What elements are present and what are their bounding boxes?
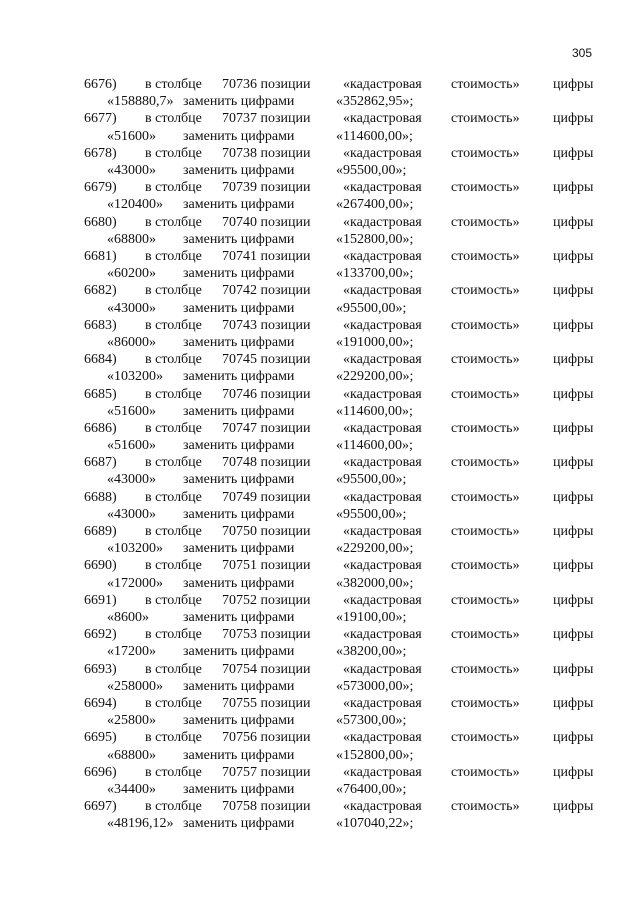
replace-text: заменить цифрами [183,369,295,385]
column-text: в столбце [145,696,202,712]
position-text: 70748 позиции [222,455,311,471]
entry-number: 6676) [84,77,117,92]
entry-second-line [0,643,640,660]
new-value: «57300,00»; [336,713,407,729]
entry-second-line [0,128,640,145]
cadastral-text: «кадастровая [343,386,422,402]
cadastral-text: «кадастровая [343,180,422,196]
entry-number: 6689) [84,524,117,540]
new-value: «191000,00»; [336,334,414,350]
cadastral-text: «кадастровая [343,524,422,540]
amendment-entry [0,626,640,660]
amendment-entry [0,110,640,144]
entry-number: 6688) [84,489,117,505]
new-value: «114600,00»; [336,128,413,144]
column-text: в столбце [145,592,202,608]
entry-number: 6695) [84,730,117,746]
cost-text: стоимость» [451,730,520,746]
digits-text: цифры [553,145,594,161]
entry-number: 6682) [84,283,117,299]
digits-text: цифры [553,489,594,505]
new-value: «133700,00»; [336,266,414,282]
old-value: «86000» [107,334,156,350]
entry-second-line [0,300,640,317]
column-text: в столбце [145,730,202,746]
entry-first-line [0,557,640,574]
position-text: 70743 позиции [222,317,311,333]
position-text: 70738 позиции [222,145,311,161]
cadastral-text: «кадастровая [343,214,422,230]
cadastral-text: «кадастровая [343,352,422,368]
new-value: «95500,00»; [336,472,407,488]
replace-text: заменить цифрами [183,610,295,626]
entry-second-line [0,815,640,832]
entry-first-line [0,179,640,196]
position-text: 70745 позиции [222,352,311,368]
page-number: 305 [571,46,592,60]
new-value: «107040,22»; [336,816,414,832]
replace-text: заменить цифрами [183,713,295,729]
position-text: 70756 позиции [222,730,311,746]
amendment-entry [0,248,640,282]
old-value: «48196,12» [107,816,174,832]
entry-second-line [0,575,640,592]
digits-text: цифры [553,455,594,471]
old-value: «68800» [107,231,156,247]
digits-text: цифры [553,77,594,92]
position-text: 70737 позиции [222,111,311,127]
cadastral-text: «кадастровая [343,696,422,712]
entry-first-line [0,248,640,265]
replace-text: заменить цифрами [183,94,295,110]
position-text: 70740 позиции [222,214,311,230]
cadastral-text: «кадастровая [343,592,422,608]
entry-first-line [0,76,640,93]
entry-number: 6683) [84,317,117,333]
digits-text: цифры [553,248,594,264]
entry-second-line [0,609,640,626]
digits-text: цифры [553,420,594,436]
new-value: «95500,00»; [336,300,407,316]
new-value: «114600,00»; [336,403,413,419]
column-text: в столбце [145,455,202,471]
entry-number: 6687) [84,455,117,471]
entry-number: 6686) [84,420,117,436]
amendment-entry [0,282,640,316]
entry-first-line [0,214,640,231]
replace-text: заменить цифрами [183,197,295,213]
entry-first-line [0,317,640,334]
amendment-entry [0,420,640,454]
digits-text: цифры [553,524,594,540]
amendment-entry [0,798,640,832]
entry-first-line [0,626,640,643]
entry-first-line [0,523,640,540]
cadastral-text: «кадастровая [343,283,422,299]
position-text: 70747 позиции [222,420,311,436]
entry-second-line [0,540,640,557]
old-value: «34400» [107,782,156,797]
new-value: «95500,00»; [336,506,407,522]
position-text: 70752 позиции [222,592,311,608]
new-value: «573000,00»; [336,678,414,694]
entry-number: 6691) [84,592,117,608]
entry-second-line [0,368,640,385]
entry-first-line [0,764,640,781]
entry-first-line [0,282,640,299]
column-text: в столбце [145,77,202,92]
entry-number: 6694) [84,696,117,712]
replace-text: заменить цифрами [183,678,295,694]
cost-text: стоимость» [451,696,520,712]
cadastral-text: «кадастровая [343,420,422,436]
digits-text: цифры [553,386,594,402]
cost-text: стоимость» [451,524,520,540]
cadastral-text: «кадастровая [343,248,422,264]
new-value: «76400,00»; [336,782,407,797]
old-value: «158880,7» [107,94,174,110]
replace-text: заменить цифрами [183,644,295,660]
cadastral-text: «кадастровая [343,317,422,333]
new-value: «267400,00»; [336,197,414,213]
cadastral-text: «кадастровая [343,455,422,471]
entry-first-line [0,351,640,368]
entry-number: 6678) [84,145,117,161]
old-value: «51600» [107,438,156,454]
digits-text: цифры [553,627,594,643]
entry-second-line [0,506,640,523]
entry-first-line [0,489,640,506]
cost-text: стоимость» [451,352,520,368]
entry-number: 6692) [84,627,117,643]
old-value: «258000» [107,678,163,694]
old-value: «43000» [107,162,156,178]
entry-second-line [0,334,640,351]
entry-number: 6681) [84,248,117,264]
cadastral-text: «кадастровая [343,558,422,574]
digits-text: цифры [553,214,594,230]
cost-text: стоимость» [451,214,520,230]
entry-second-line [0,747,640,764]
amendment-entry [0,489,640,523]
column-text: в столбце [145,352,202,368]
replace-text: заменить цифрами [183,334,295,350]
position-text: 70736 позиции [222,77,311,92]
cost-text: стоимость» [451,111,520,127]
old-value: «68800» [107,747,156,763]
cadastral-text: «кадастровая [343,489,422,505]
entry-second-line [0,781,640,798]
column-text: в столбце [145,248,202,264]
digits-text: цифры [553,352,594,368]
entry-first-line [0,454,640,471]
digits-text: цифры [553,317,594,333]
entry-first-line [0,661,640,678]
old-value: «172000» [107,575,163,591]
entry-first-line [0,798,640,815]
entry-second-line [0,162,640,179]
entry-number: 6690) [84,558,117,574]
cost-text: стоимость» [451,420,520,436]
replace-text: заменить цифрами [183,472,295,488]
cadastral-text: «кадастровая [343,111,422,127]
new-value: «229200,00»; [336,369,414,385]
cadastral-text: «кадастровая [343,627,422,643]
old-value: «103200» [107,369,163,385]
cost-text: стоимость» [451,180,520,196]
digits-text: цифры [553,283,594,299]
new-value: «38200,00»; [336,644,407,660]
amendment-entry [0,661,640,695]
amendment-entry [0,386,640,420]
column-text: в столбце [145,386,202,402]
old-value: «8600» [107,610,149,626]
entry-second-line [0,471,640,488]
cadastral-text: «кадастровая [343,661,422,677]
entry-second-line [0,437,640,454]
entry-number: 6693) [84,661,117,677]
position-text: 70741 позиции [222,248,311,264]
digits-text: цифры [553,180,594,196]
new-value: «114600,00»; [336,438,413,454]
position-text: 70754 позиции [222,661,311,677]
amendment-entry [0,729,640,763]
entry-second-line [0,678,640,695]
old-value: «43000» [107,300,156,316]
cost-text: стоимость» [451,489,520,505]
entry-second-line [0,196,640,213]
cost-text: стоимость» [451,455,520,471]
cadastral-text: «кадастровая [343,764,422,780]
digits-text: цифры [553,696,594,712]
replace-text: заменить цифрами [183,266,295,282]
replace-text: заменить цифрами [183,231,295,247]
entry-second-line [0,712,640,729]
cost-text: стоимость» [451,558,520,574]
amendment-entry [0,351,640,385]
position-text: 70751 позиции [222,558,311,574]
new-value: «352862,95»; [336,94,414,110]
cost-text: стоимость» [451,77,520,92]
column-text: в столбце [145,524,202,540]
old-value: «17200» [107,644,156,660]
position-text: 70757 позиции [222,764,311,780]
cadastral-text: «кадастровая [343,730,422,746]
amendment-entry [0,317,640,351]
position-text: 70739 позиции [222,180,311,196]
cost-text: стоимость» [451,799,520,815]
replace-text: заменить цифрами [183,128,295,144]
cost-text: стоимость» [451,627,520,643]
cadastral-text: «кадастровая [343,145,422,161]
old-value: «25800» [107,713,156,729]
position-text: 70753 позиции [222,627,311,643]
digits-text: цифры [553,111,594,127]
replace-text: заменить цифрами [183,300,295,316]
entry-first-line [0,145,640,162]
replace-text: заменить цифрами [183,782,295,797]
position-text: 70746 позиции [222,386,311,402]
cost-text: стоимость» [451,386,520,402]
amendment-entry [0,592,640,626]
entry-number: 6696) [84,764,117,780]
digits-text: цифры [553,730,594,746]
amendment-entry [0,695,640,729]
position-text: 70742 позиции [222,283,311,299]
column-text: в столбце [145,111,202,127]
old-value: «43000» [107,506,156,522]
position-text: 70755 позиции [222,696,311,712]
column-text: в столбце [145,764,202,780]
cost-text: стоимость» [451,764,520,780]
entry-number: 6680) [84,214,117,230]
cost-text: стоимость» [451,592,520,608]
entry-first-line [0,729,640,746]
amendment-entry [0,179,640,213]
column-text: в столбце [145,420,202,436]
amendment-entry [0,76,640,110]
cost-text: стоимость» [451,248,520,264]
column-text: в столбце [145,283,202,299]
cost-text: стоимость» [451,661,520,677]
entry-number: 6697) [84,799,117,815]
entry-first-line [0,592,640,609]
new-value: «152800,00»; [336,747,414,763]
entry-first-line [0,695,640,712]
amendment-entry [0,557,640,591]
entry-number: 6679) [84,180,117,196]
column-text: в столбце [145,799,202,815]
digits-text: цифры [553,558,594,574]
replace-text: заменить цифрами [183,506,295,522]
replace-text: заменить цифрами [183,403,295,419]
replace-text: заменить цифрами [183,575,295,591]
new-value: «95500,00»; [336,162,407,178]
cost-text: стоимость» [451,145,520,161]
new-value: «229200,00»; [336,541,414,557]
entry-number: 6677) [84,111,117,127]
position-text: 70750 позиции [222,524,311,540]
entry-second-line [0,93,640,110]
replace-text: заменить цифрами [183,438,295,454]
entry-second-line [0,403,640,420]
entry-second-line [0,265,640,282]
entry-number: 6684) [84,352,117,368]
cost-text: стоимость» [451,317,520,333]
position-text: 70749 позиции [222,489,311,505]
new-value: «152800,00»; [336,231,414,247]
column-text: в столбце [145,214,202,230]
old-value: «51600» [107,128,156,144]
digits-text: цифры [553,764,594,780]
old-value: «60200» [107,266,156,282]
digits-text: цифры [553,661,594,677]
amendment-entry [0,214,640,248]
amendment-entry [0,454,640,488]
cadastral-text: «кадастровая [343,799,422,815]
entry-number: 6685) [84,386,117,402]
amendment-entry [0,523,640,557]
old-value: «43000» [107,472,156,488]
old-value: «51600» [107,403,156,419]
replace-text: заменить цифрами [183,816,295,832]
new-value: «19100,00»; [336,610,407,626]
digits-text: цифры [553,592,594,608]
entry-first-line [0,386,640,403]
old-value: «120400» [107,197,163,213]
entry-first-line [0,110,640,127]
amendment-entry [0,145,640,179]
replace-text: заменить цифрами [183,541,295,557]
column-text: в столбце [145,661,202,677]
cadastral-text: «кадастровая [343,77,422,92]
replace-text: заменить цифрами [183,162,295,178]
column-text: в столбце [145,627,202,643]
entry-second-line [0,231,640,248]
amendment-entry [0,764,640,798]
old-value: «103200» [107,541,163,557]
column-text: в столбце [145,558,202,574]
cost-text: стоимость» [451,283,520,299]
column-text: в столбце [145,489,202,505]
entry-first-line [0,420,640,437]
digits-text: цифры [553,799,594,815]
new-value: «382000,00»; [336,575,414,591]
column-text: в столбце [145,145,202,161]
column-text: в столбце [145,180,202,196]
replace-text: заменить цифрами [183,747,295,763]
column-text: в столбце [145,317,202,333]
amendment-list [0,76,640,833]
position-text: 70758 позиции [222,799,311,815]
